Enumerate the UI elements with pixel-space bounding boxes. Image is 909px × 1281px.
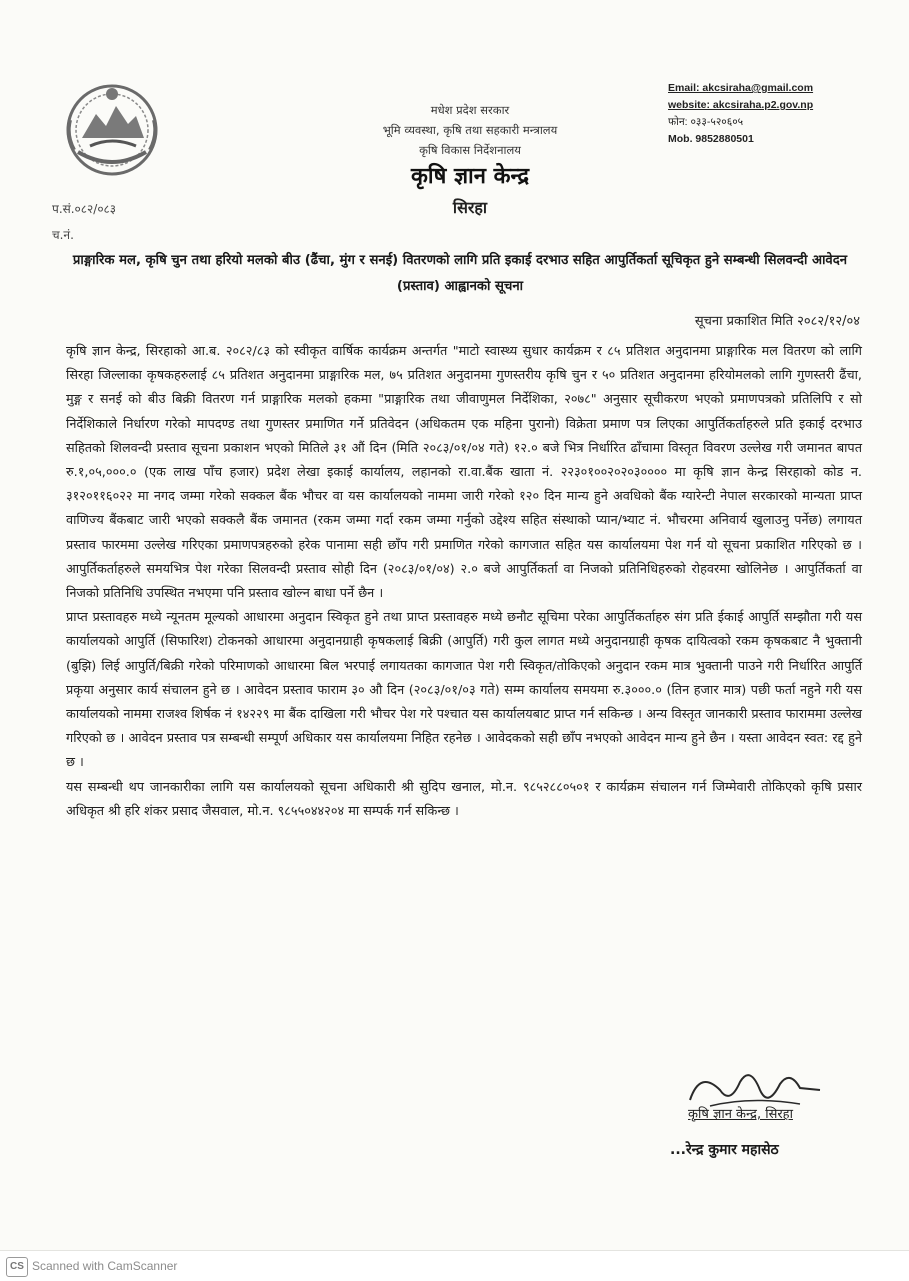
- paragraph-1: कृषि ज्ञान केन्द्र, सिरहाको आ.ब. २०८२/८३ को स्वीकृत वार्षिक कार्यक्रम अन्तर्गत "माटो स्वास्थ्य सुधार कार्यक्रम र ८५ प्रतिशत अनुदानमा प्राङ्गारिक मल वितरण को लागि सिरहा जिल्लाका कृषकहरुलाई ८५ प्रतिशत अनुदानमा प्राङ्गारिक मल, ७५ प्रतिशत अनुदानमा गुणस्तरीय कृषि चुन र ५० प्रतिशत अनुदानमा हरियोमलको लागि गुणस्तरी ढैंचा, मुङ्ग र सनई को बीउ बिक्री वितरण गर्न प्राङ्गारिक मलको हकमा "प्राङ्गारिक तथा जीवाणुमल निर्देशिका, २०७८" अनुसार सूचीकरण भएको प्रमाणपत्रको प्रतिलिपि र सो निर्देशिकाले निर्धारण गरेको मापदण्ड तथा गुणस्तर प्रमाणित गर्ने प्रतिवेदन (अधिकतम एक महिना पुरानो) विक्रेता प्रमाण पत्र लिएका आपुर्तिकर्ताहरुले प्रति इकाई दरभाउ सहितको शिलवन्दी प्रस्ताव सूचना प्रकाशन भएको मितिले ३१ औं दिन (मिति २०८३/०१/०४ गते) १२.० बजे भित्र निर्धारित ढाँचामा विस्तृत विवरण उल्लेख गरी जमानत बापत रु.१,०५,०००.० (एक लाख पाँच हजार) प्रदेश लेखा इकाई कार्यालय, लहानको रा.वा.बैंक खाता नं. २२३०१००२०२०३०००० मा कृषि ज्ञान केन्द्र सिरहाको कोड न. ३१२०११६०२२ मा नगद जम्मा गरेको सक्कल बैंक भौचर वा यस कार्यालयको नाममा जारी गरेको १२० दिन मान्य हुने अवधिको बैंक ग्यारेन्टी नेपाल सरकारको मान्यता प्राप्त वाणिज्य बैंकबाट जारी भएको सक्कलै बैंक जमानत (रकम जम्मा गर्दा रकम जम्मा गर्नुको उद्देश्य सहित संस्थाको प्यान/भ्याट नं. भौचरमा अनिवार्य खुलाउनु पर्नेछ) लगायत प्रस्ताव फारममा उल्लेख गरिएका प्रमाणपत्रहरुको हरेक पानामा सही छाँप गरी प्रमाणित गरेको कागजात सहित यस कार्यालयमा पेश गर्न यो सूचना प्रकाशित गरिएको छ । आपुर्तिकर्ताहरुले समयभित्र पेश गरेका सिलवन्दी प्रस्ताव सोही दिन (२०८३/०१/०४) २.० बजे आपुर्तिकर्ता वा निजको प्रतिनिधिहरुको रोहवरमा खोलिनेछ । आपुर्तिकर्ता वा निजको प्रतिनिधि उपस्थित नभएमा पनि प्रस्ताव खोल्न बाधा पर्ने छैन ।: [66, 344, 862, 602]
- signatory-name: ...रेन्द्र कुमार महासेठ: [670, 1142, 779, 1158]
- mobile-line: Mob. 9852880501: [668, 133, 754, 145]
- office-name: कृषि ज्ञान केन्द्र: [410, 164, 529, 189]
- paragraph-3: यस सम्बन्धी थप जानकारीका लागि यस कार्यालयको सूचना अधिकारी श्री सुदिप खनाल, मो.न. ९८५२८८०५०१ र कार्यक्रम संचालन गर्न जिम्मेवारी तोकिएको कृषि प्रसार अधिकृत श्री हरि शंकर प्रसाद जैसवाल, मो.न. ९८५५०४४२०४ मा सम्पर्क गर्न सकिन्छ ।: [66, 779, 862, 819]
- camscanner-logo-icon: CS: [6, 1257, 28, 1277]
- ministry-name: भूमि व्यवस्था, कृषि तथा सहकारी मन्त्रालय: [382, 123, 558, 137]
- notice-title: प्राङ्गारिक मल, कृषि चुन तथा हरियो मलको बीउ (ढैंचा, मुंग र सनई) वितरणको लागि प्रति इकाई दरभाउ सहित आपुर्तिकर्ता सूचिकृत हुने सम्बन्धी सिलवन्दी आवेदन (प्रस्ताव) आह्वानको सूचना: [72, 253, 848, 294]
- letterhead: [300, 100, 640, 220]
- govt-name: मधेश प्रदेश सरकार: [430, 103, 510, 117]
- reference-number: प.सं.०८२/०८३: [52, 202, 117, 216]
- paragraph-2: प्राप्त प्रस्तावहरु मध्ये न्यूनतम मूल्यको आधारमा अनुदान स्विकृत हुने तथा प्राप्त प्रस्तावहरु मध्ये छनौट सूचिमा परेका आपुर्तिकर्ताहरु संग प्रति ईकाई आपुर्ति सम्झौता गरी यस कार्यालयको आपुर्ति (सिफारिश) टोकनको आधारमा अनुदानग्राही कृषकलाई बिक्री (आपुर्ति) गरी कुल लागत मध्ये अनुदानग्राही कृषक दायित्वको रकम कृषकबाट नै भुक्तानी (बुझि) लिई आपुर्ति/बिक्री गरेको परिमाणको आधारमा बिल भरपाई लगायतका कागजात पेश गरी स्विकृत/तोकिएको अनुदान रकम मात्र भुक्तानी पाउने गरी निर्धारित आपुर्ति प्रकृया अनुसार कार्य संचालन हुने छ । आवेदन प्रस्ताव फाराम ३० औ दिन (२०८३/०१/०३ गते) सम्म कार्यालय समयमा रु.३०००.० (तिन हजार मात्र) पछी फर्ता नहुने गरी यस कार्यालयको नाममा राजश्व शिर्षक नं १४२२९ मा बैंक दाखिला गरी भौचर पेश गरे पश्चात यस कार्यालयबाट प्राप्त गर्न सकिन्छ । अन्य विस्तृत जानकारी प्रस्ताव फाराममा उल्लेख गरिएको छ । आवेदन प्रस्ताव पत्र सम्बन्धी सम्पूर्ण अधिकार यस कार्यालयमा निहित रहनेछ । आवेदकको सही छाँप नभएको आवेदन मान्य हुने छैन । यस्ता आवेदन स्वत: रद्द हुने छ ।: [66, 610, 862, 771]
- office-place: सिरहा: [452, 198, 488, 217]
- contact-block: [668, 80, 868, 148]
- dispatch-number: च.नं.: [52, 228, 74, 242]
- signature-office: कृषि ज्ञान केन्द्र, सिरहा: [688, 1107, 793, 1122]
- signature-block: [640, 1060, 880, 1170]
- email-line: Email: akcsiraha@gmail.com: [668, 82, 814, 94]
- phone-line: फोन: ०३३-५२०६०५: [668, 116, 744, 128]
- scanner-footer: [0, 1250, 909, 1281]
- nepal-emblem-icon: [60, 80, 165, 180]
- scanner-watermark: Scanned with CamScanner: [32, 1259, 178, 1273]
- notice-body: [66, 340, 862, 824]
- directorate-name: कृषि विकास निर्देशनालय: [419, 143, 521, 157]
- website-line: website: akcsiraha.p2.gov.np: [668, 99, 814, 111]
- publish-date: सूचना प्रकाशित मिति २०८२/१२/०४: [694, 314, 860, 329]
